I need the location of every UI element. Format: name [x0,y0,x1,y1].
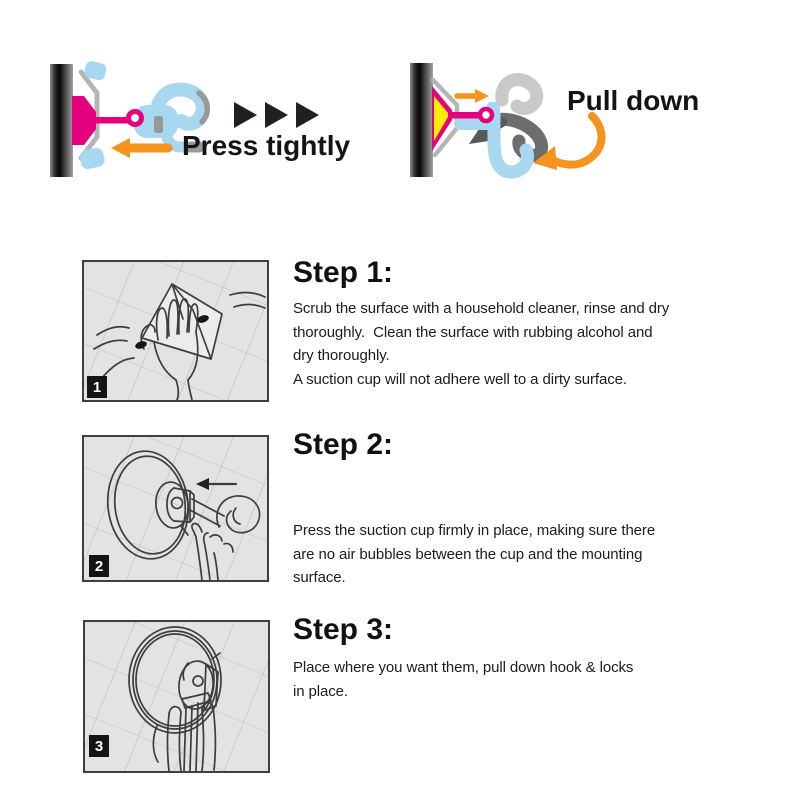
step1-number-badge: 1 [87,376,107,398]
step2-line: surface. [293,569,346,586]
step1-line: A suction cup will not adhere well to a dirty surface. [293,370,627,388]
step3-line: in place. [293,682,348,700]
press-direction-arrow-icon [111,138,168,158]
hook-ghost-up [502,80,537,109]
pull-hook-sketch [85,622,268,771]
step3-line: Place where you want them, pull down hook & locks [293,659,634,676]
step1-line: dry thoroughly. [293,347,390,364]
step2-text [293,519,655,590]
step1-text [293,297,669,391]
step3-title: Step 3: [293,613,394,646]
step1-title: Step 1: [293,256,394,289]
press-cup-sketch [84,437,267,580]
hook-curve [157,90,203,124]
step2-line: are no air bubbles between the cup and the mounting [293,545,643,563]
step3-text [293,656,633,703]
step1-line: Scrub the surface with a household cleaner, rinse and dry [293,300,670,317]
wipe-surface-sketch [84,262,267,400]
press-tightly-illustration [50,60,350,185]
pull-down-label: Pull down [567,85,700,116]
step1-image [82,260,269,402]
step1-line: thoroughly. Clean the surface with rubbing alcohol and [293,323,653,341]
pivot-ring [480,109,492,121]
pull-down-illustration [405,58,705,193]
pivot-ring [129,112,142,125]
press-tightly-label: Press tightly [182,130,351,161]
step3-number-badge: 3 [89,735,109,757]
step2-line: Press the suction cup firmly in place, making sure there [293,522,656,539]
step2-title: Step 2: [293,428,394,461]
push-right-arrow-icon [457,89,489,103]
step2-image [82,435,269,582]
step3-image [83,620,270,773]
hook-latch-notch [154,116,163,133]
cup-stem [91,117,129,124]
forward-triangles-icon [234,102,319,128]
step2-number-badge: 2 [89,555,109,577]
